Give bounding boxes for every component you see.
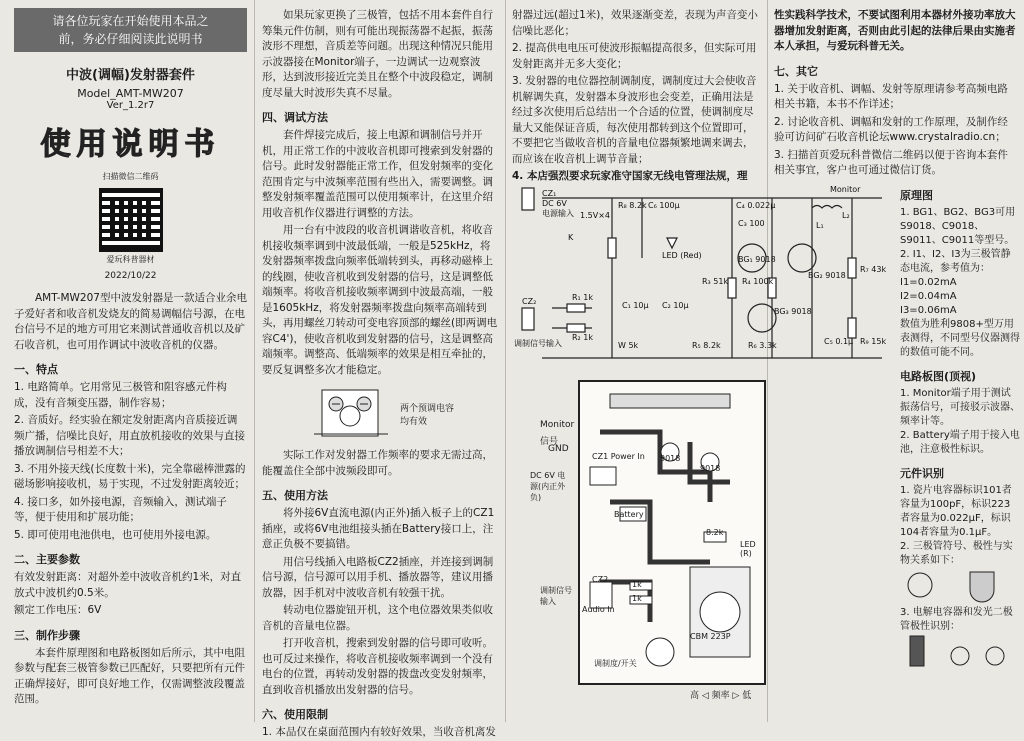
param-item: 有效发射距离：对超外差中波收音机约1米，对直放式中波机约0.5米。 [14, 571, 242, 599]
sch-r2: R₂ 1k [572, 333, 594, 342]
steps-heading: 三、制作步骤 [14, 628, 80, 642]
id-note: 2. 三极管符号、极性与实物关系如下： [900, 540, 1013, 566]
debug-heading: 四、调试方法 [262, 111, 328, 124]
print-date: 2022/10/22 [104, 271, 157, 281]
other-item: 3. 扫描首页爱玩科普微信二维码以便于咨询本套件相关事宜，客户也可通过微信订货。 [774, 148, 1008, 176]
other-item: 1. 关于收音机、调幅、发射等原理请参考高频电路相关书籍，本书不作详述； [774, 82, 1008, 110]
pcb-dc-label: DC 6V 电源(内正外负) [530, 471, 566, 502]
sch-r5: R₅ 8.2k [692, 341, 721, 350]
banner-line-2: 前，务必仔细阅读此说明书 [58, 32, 203, 46]
col2-para-4: 实际工作对发射器工作频率的要求无需过高，能覆盖住全部中波频段即可。 [262, 449, 493, 477]
trimmer-caption: 两个预调电容均有效 [400, 404, 455, 427]
banner-line-1: 请各位玩家在开始使用本品之 [52, 14, 209, 28]
col2-para-2: 套件焊接完成后，接上电源和调制信号并开机，用正常工作的中波收音机即可搜索到发射器的信号。此时发射器能正常工作，但发射频率的变化范围肯定与中波频率范围有些出入，需要调整。调整发射频率覆盖范围可以使用频率计，在这里介绍用收音机作仪器进行调整的方法。 [262, 129, 493, 219]
warning-banner [14, 8, 247, 52]
model-number: Model_AMT-MW207 [77, 87, 184, 100]
column-2 [258, 0, 503, 738]
col2-para-8: 打开收音机，搜索到发射器的信号即可收听。也可反过来操作，将收音机接收频率调到一个没有电台的位置，再转动发射器的拨盘改变发射频率，直到收音机播放出发射器的信号。 [262, 637, 493, 696]
features-heading: 一、特点 [14, 363, 58, 376]
sch-w: W 5k [618, 341, 639, 350]
trimmer-figure [312, 384, 499, 444]
other-heading: 七、其它 [774, 64, 818, 78]
sch-bg3: BG₃ 9018 [774, 307, 812, 316]
col3-para-1: 射器过远(超过1米)，效果逐渐变差，表现为声音变小信噪比恶化； [512, 9, 758, 37]
sch-c4: C₄ 0.022μ [736, 201, 776, 210]
use-heading: 五、使用方法 [262, 489, 328, 502]
column-1 [8, 0, 253, 722]
pcb-gnd-label: GND [548, 444, 569, 454]
pcb-modin-label: 调制信号输入 [540, 586, 572, 606]
pcb-battery-label: Battery [614, 510, 644, 519]
product-title: 中波(调幅)发射器套件 [66, 68, 195, 83]
intro-paragraph: AMT-MW207型中波发射器是一款适合业余电子爱好者和收音机发烧友的简易调幅信号源，在电台信号不足的地方可用它来测试普通收音机以及矿石收音机，也可用作调试中波收音机的仪器。 [14, 292, 247, 351]
pcb-freq-label: 高 ◁ 频率 ▷ 低 [690, 691, 752, 701]
pcb-cz1-label: CZ1 Power In [592, 452, 645, 461]
current-i2: I2=0.04mA [900, 290, 957, 302]
pcb-r82-label: 8.2k [706, 528, 724, 537]
pcb-r2-label: 1k [632, 594, 642, 603]
version: Ver_1.2r7 [106, 100, 155, 111]
sch-power-in: 电源输入 [542, 209, 574, 218]
sch-mod-in: 调制信号输入 [514, 339, 562, 348]
column-4 [770, 0, 1020, 722]
col2-para-5: 将外接6V直流电源(内正外)插入板子上的CZ1插座，或将6V电池组接头插在Battery接口上，注意正负极不要搞错。 [262, 507, 495, 550]
col2-para-9: 1. 本品仅在桌面范围内有较好效果，当收音机离发 [262, 726, 496, 738]
sch-r3: R₃ 51k [702, 277, 729, 286]
sch-c6: C₆ 100μ [648, 201, 680, 210]
current-i3: I3=0.06mA [900, 304, 957, 316]
capacitor-led-polarity-icon [900, 634, 1010, 674]
sch-batt: 1.5V×4 [580, 211, 610, 220]
sch-c5: C₅ 0.1μ [824, 337, 854, 346]
sch-monitor: Monitor [830, 185, 861, 194]
sch-cz2: CZ₂ [522, 297, 537, 306]
pcb-notes-heading: 电路板图(顶视) [900, 369, 977, 383]
sch-l2: L₂ [842, 211, 850, 220]
steps-text: 本套件原理图和电路板图如后所示，其中电阻参数与配套三极管参数已匹配好，只要把所有元件正确焊接好，即可良好地工作，仅需调整波段覆盖范围。 [14, 646, 245, 705]
pcb-cz2-label: CZ2 [592, 575, 609, 584]
sch-led: LED (Red) [662, 251, 702, 260]
col3-para-3: 3. 发射器的电位器控制调制度，调制度过大会使收音机解调失真，发射器本身波形也会变差，正确用法是经过多次使用后总结出一个合适的位置，使调制度尽量大又能保证音质，每次使用都转到这个位置即可，不要把它当做收音机的音量电位器频繁地调来调去，而应该在收音机上调节音量； [512, 75, 757, 165]
current-i1: I1=0.02mA [900, 276, 957, 288]
pcb-note: 2. Battery端子用于接入电池，注意极性标识。 [900, 429, 1020, 455]
col2-para-1: 如果玩家更换了三极管，包括不用本套件自行筹集元件仿制，则有可能出现振荡器不起振，振荡波形不理想，音质差等问题。出现这种情况只能用示波器接在Monitor端子，一边调试一边观察波形，达到波形接近完美且在整个中波段稳定，调制度尽量大时波形失真不尽量。 [262, 9, 493, 99]
qr-code-icon [99, 188, 163, 252]
sch-r8: R₈ 8.2k [618, 201, 647, 210]
feature-item: 2. 音质好。经实验在额定发射距离内音质接近调频广播，信噪比良好，用直放机接收的效果与直接播放调制信号相差不大； [14, 414, 245, 457]
sch-note: 1. BG1、BG2、BG3可用S9018、C9018、S9011、C9011等型号。 [900, 206, 1016, 246]
params-heading: 二、主要参数 [14, 553, 80, 566]
pcb-led-label: LED (R) [740, 540, 756, 558]
sch-l1: L₁ [816, 221, 824, 230]
sch-k: K [568, 233, 574, 242]
col2-para-3: 用一台有中波段的收音机调谐收音机，将收音机接收频率调到中波最低端，一般是525kHz，将发射器频率拨盘向频率低端转到头，再移动磁棒上的线圈，使收音机收到发射器的信号，这是调整低端频率。将收音机接收频率调到中波最高端，一般是1605kHz，将发射器频率拨盘向频率高端转到头，再用螺丝刀转动可变电容顶部的螺丝(即两调电容C4')，使收音机收到发射器的信号，这是调整高端频率。调整高、低端频率的效果是相互牵扯的，要反复调整多次才能稳定。 [262, 224, 498, 376]
param-item: 额定工作电压：6V [14, 604, 102, 616]
sch-r7: R₇ 43k [860, 265, 887, 274]
transistor-pinout-icon [900, 568, 1010, 602]
pcb-vol-label: 调制度/开关 [594, 659, 637, 668]
manual-title: 使用说明书 [40, 127, 221, 162]
col2-para-7: 转动电位器旋钮开机，这个电位器效果类似收音机的音量电位器。 [262, 604, 493, 632]
col4-top: 性实践科学技术，不要试图利用本器材外接功率放大器增加发射距离，否则由此引起的法律后果由实施者本人承担，与爱玩科普无关。 [774, 9, 1016, 52]
sch-c1: C₁ 10μ [622, 301, 649, 310]
sch-cz1: CZ₁ [542, 189, 557, 198]
sch-notes-heading: 原理图 [900, 188, 933, 202]
features-list [14, 380, 247, 543]
pcb-note: 1. Monitor端子用于测试振荡信号，可接驳示波器、频率计等。 [900, 387, 1020, 427]
other-item: 2. 讨论收音机、调幅和发射的工作原理，及制作经验可访问矿石收音机论坛www.crystalradio.cn； [774, 115, 1008, 143]
sch-r9: R₉ 15k [860, 337, 887, 346]
sch-c3: C₃ 100 [738, 219, 765, 228]
sch-r4: R₄ 100k [742, 277, 774, 286]
sch-c2: C₂ 10μ [662, 301, 689, 310]
pcb-audio-label: Audio In [582, 605, 615, 614]
id-note: 3. 电解电容器和发光二极管极性识别： [900, 606, 1013, 632]
feature-item: 1. 电路简单。它用常见三极管和阻容感元件构成，没有音频变压器，制作容易； [14, 381, 227, 409]
col3-para-4: 4. 本店强烈要求玩家准守国家无线电管理法规，理 [512, 170, 748, 182]
sch-dc: DC 6V [542, 199, 567, 208]
pcb-r1-label: 1k [632, 580, 642, 589]
qr-caption: 扫描微信二维码 [102, 172, 159, 181]
sch-note: 2. I1、I2、I3为三极管静态电流，参考值为： [900, 248, 1011, 274]
col2-para-6: 用信号线插入电路板CZ2插座，并连接到调制信号源，信号源可以用手机、播放器等，建议用播放器，因手机对中波收音机有较强干扰。 [262, 555, 494, 599]
sch-r6: R₆ 3.3k [748, 341, 777, 350]
pcb-t1-label: 9018 [660, 454, 681, 463]
sch-bg1: BG₁ 9018 [738, 255, 776, 264]
sch-bg2: BG₂ 9018 [808, 271, 846, 280]
pcb-cbm-label: CBM 223P [690, 632, 731, 641]
pcb-t2-label: 9018 [700, 464, 721, 473]
id-note: 1. 瓷片电容器标识101者容量为100pF，标识223者容量为0.022μF，标识104者容量为0.1μF。 [900, 484, 1012, 538]
limit-heading: 六、使用限制 [262, 708, 328, 721]
pcb-signal-label: 信号 [540, 437, 559, 447]
pcb-monitor-label: Monitor [540, 420, 575, 430]
feature-item: 3. 不用外接天线(长度数十米)，完全靠磁棒泄露的磁场影响接收机，易于实现，不过发射距离较近； [14, 462, 246, 490]
trimmer-capacitor-icon [312, 384, 392, 444]
feature-item: 4. 接口多，如外接电源，音频输入，测试端子等，便于使用和扩展功能； [14, 495, 227, 523]
sch-r1: R₁ 1k [572, 293, 594, 302]
pcb-diagram [578, 380, 766, 685]
feature-item: 5. 即可使用电池供电，也可使用外接电源。 [14, 528, 217, 541]
col3-para-2: 2. 提高供电电压可使波形振幅提高很多，但实际可用发射距离并无多大变化； [512, 42, 757, 70]
sch-note: 数值为胜利9808+型万用表测得，不同型号仪器测得的数值可能不同。 [900, 318, 1020, 358]
id-heading: 元件识别 [900, 466, 944, 480]
brand-name: 爱玩科普器材 [106, 255, 155, 264]
